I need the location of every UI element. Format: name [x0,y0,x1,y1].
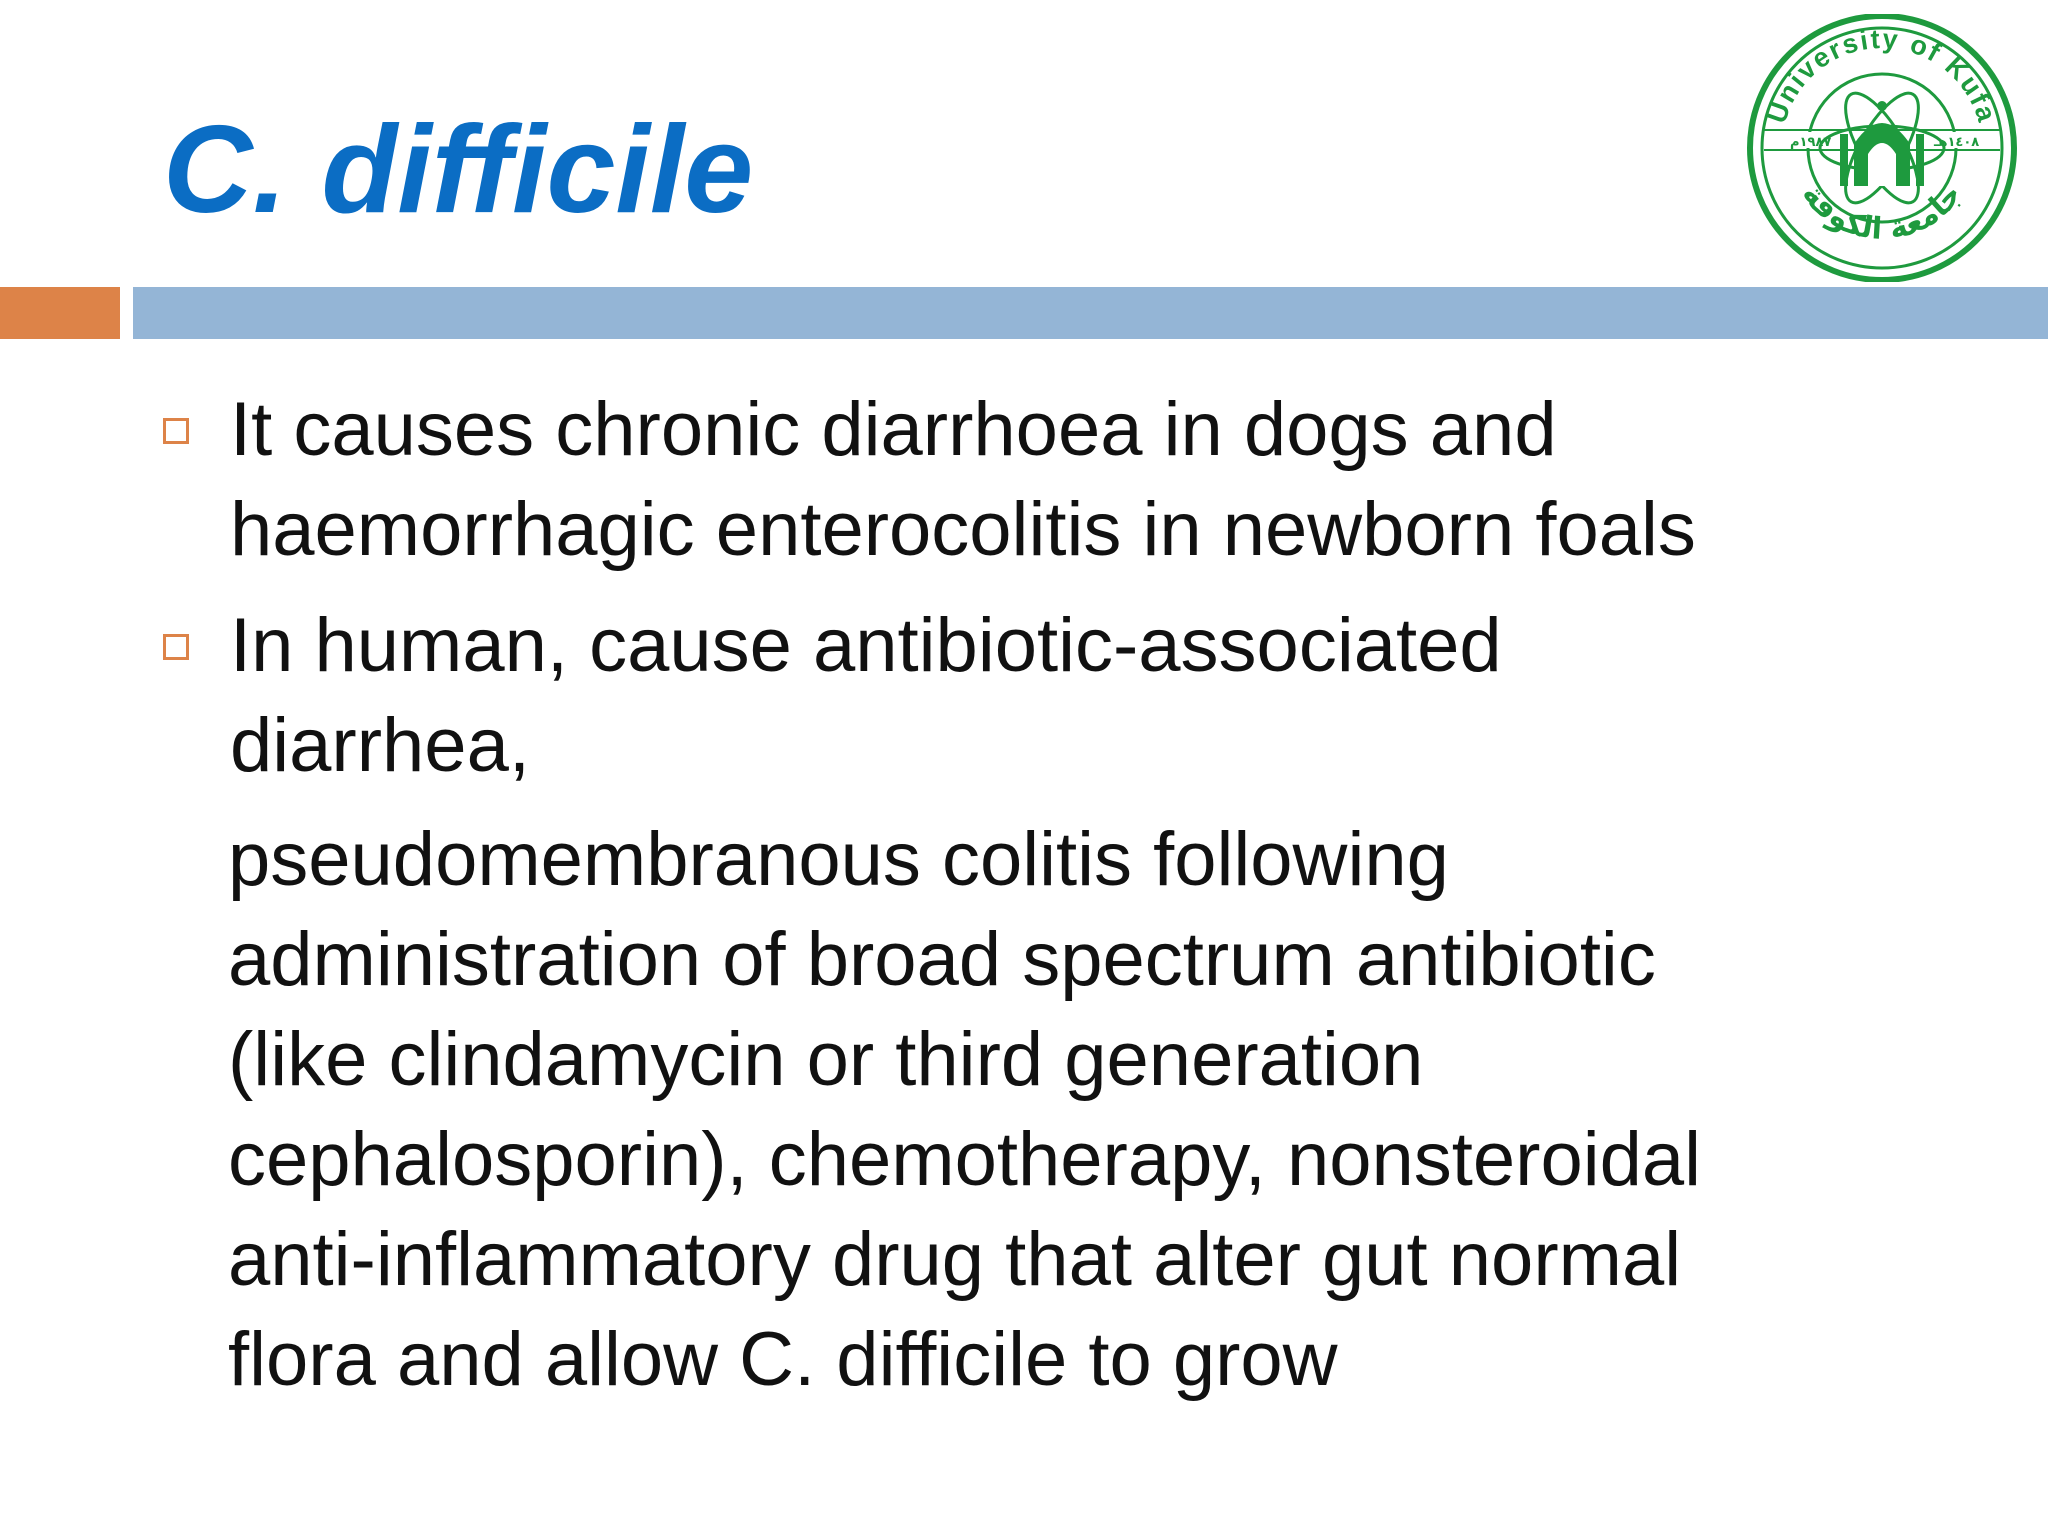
continuation-paragraph [228,810,1928,1410]
bullet-line: In human, cause antibiotic-associated [230,603,1502,688]
logo-text-top: University of Kufa [1761,23,2003,127]
continuation-line: (like clindamycin or third generation [228,1017,1424,1102]
continuation-line: flora and allow C. difficile to grow [228,1317,1338,1402]
logo-text-bottom: جامعة الكوفة [1794,177,1970,247]
accent-bar-blue [133,287,2048,339]
continuation-line: cephalosporin), chemotherapy, nonsteroidal [228,1117,1702,1202]
logo-year-right: ١٤٠٨هـ [1934,135,1980,150]
university-seal-icon [1742,14,2022,282]
logo-year-left: ١٩٨٧م [1790,135,1832,150]
accent-bar-orange [0,287,120,339]
square-bullet-icon [163,634,189,660]
bullet-line: diarrhea, [230,703,530,788]
continuation-line: anti-inflammatory drug that alter gut normal [228,1217,1682,1302]
square-bullet-icon [163,418,189,444]
slide-title: C. difficile [163,101,754,239]
bullet-line: haemorrhagic enterocolitis in newborn foals [230,487,1696,572]
bullet-line: It causes chronic diarrhoea in dogs and [230,387,1557,472]
continuation-line: pseudomembranous colitis following [228,817,1449,902]
continuation-line: administration of broad spectrum antibiotic [228,917,1656,1002]
bullet-text-2 [230,596,1930,796]
bullet-text-1 [230,380,1930,580]
